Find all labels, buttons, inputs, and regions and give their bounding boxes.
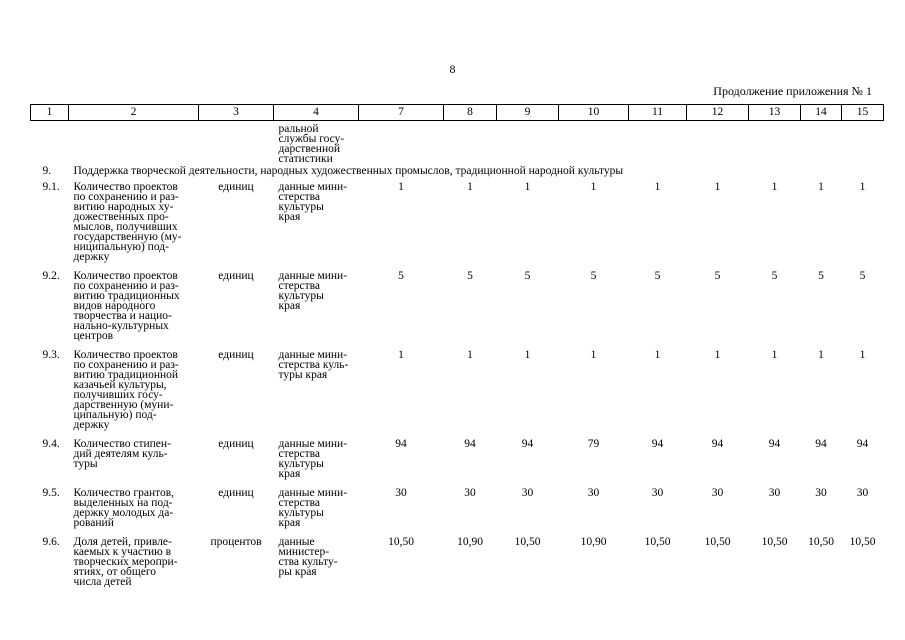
value-cell: 1 [714, 181, 721, 193]
section-title: Поддержка творческой деятельности, народных художественных промыслов, традиционной народной культуры [73, 165, 624, 177]
col-header: 2 [69, 105, 199, 121]
col-header: 4 [274, 105, 359, 121]
value-cell: 1 [398, 349, 404, 361]
table-row [31, 347, 884, 430]
row-number: 9.6. [42, 536, 60, 548]
indicator-name: Количество проектов по сохранению и раз- витию традиционных видов народного творчества и нацио- нально-культурных центров [73, 270, 180, 342]
carry-over-row [31, 121, 884, 165]
value-cell: 10,50 [704, 536, 731, 548]
indicator-name: Количество проектов по сохранению и раз- витию традиционной казачьей культуры, получивших госу- дарственную (муни- ципальную) под- держку [73, 349, 179, 431]
value-cell: 1 [590, 181, 597, 193]
data-source: данные мини- стерства культуры края [278, 487, 348, 529]
indicator-name: Доля детей, привле- каемых к участию в творческих меропри- ятиях, от общего числа детей [73, 536, 178, 588]
value-cell: 1 [818, 349, 824, 361]
value-cell: 94 [815, 438, 827, 450]
col-header: 12 [687, 105, 749, 121]
unit: единиц [218, 349, 254, 361]
unit: единиц [218, 438, 254, 450]
value-cell: 10,90 [580, 536, 607, 548]
unit: единиц [218, 487, 254, 499]
indicator-name: Количество стипен- дий деятелям куль- туры [73, 438, 171, 470]
value-cell: 79 [587, 438, 600, 450]
indicators-table [30, 104, 884, 593]
data-source: данные министер- ства культу- ры края [278, 536, 338, 578]
section-row [31, 164, 884, 179]
table-row [31, 268, 884, 341]
value-cell: 10,50 [808, 536, 834, 548]
value-cell: 5 [859, 270, 866, 282]
data-source: данные мини- стерства культуры края [278, 181, 348, 223]
value-cell: 30 [395, 487, 407, 499]
value-cell: 1 [398, 181, 404, 193]
value-cell: 30 [856, 487, 869, 499]
value-cell: 5 [398, 270, 404, 282]
col-header: 3 [199, 105, 274, 121]
value-cell: 5 [590, 270, 597, 282]
value-cell: 1 [590, 349, 597, 361]
value-cell: 30 [464, 487, 476, 499]
value-cell: 94 [651, 438, 664, 450]
unit: единиц [218, 270, 254, 282]
value-cell: 1 [654, 349, 661, 361]
continuation-label: Продолжение приложения № 1 [713, 84, 872, 98]
value-cell: 94 [768, 438, 781, 450]
value-cell: 30 [521, 487, 534, 499]
value-cell: 1 [714, 349, 721, 361]
col-header: 1 [31, 105, 69, 121]
value-cell: 1 [524, 349, 531, 361]
data-source: данные мини- стерства культуры края [278, 270, 348, 312]
value-cell: 1 [524, 181, 531, 193]
unit: единиц [218, 181, 254, 193]
col-header: 15 [842, 105, 884, 121]
value-cell: 1 [859, 349, 866, 361]
value-cell: 10,50 [514, 536, 541, 548]
value-cell: 94 [395, 438, 407, 450]
value-cell: 5 [818, 270, 824, 282]
table-row [31, 436, 884, 479]
value-cell: 10,50 [388, 536, 414, 548]
indicator-name: Количество проектов по сохранению и раз- витию народных ху- дожественных про- мыслов, получивших государственную (му- ниципальную) под- держку [73, 181, 182, 263]
value-cell: 1 [818, 181, 824, 193]
column-number-row [31, 105, 884, 121]
col-header: 11 [629, 105, 687, 121]
page-number: 8 [449, 62, 456, 76]
value-cell: 94 [856, 438, 869, 450]
value-cell: 30 [711, 487, 724, 499]
col-header: 13 [749, 105, 801, 121]
value-cell: 30 [768, 487, 781, 499]
col-header: 9 [497, 105, 559, 121]
unit: процентов [210, 536, 262, 548]
data-source: данные мини- стерства культуры края [278, 438, 348, 480]
value-cell: 10,50 [761, 536, 788, 548]
row-number: 9.3. [42, 349, 60, 361]
section-number: 9. [42, 165, 52, 177]
row-number: 9.1. [42, 181, 60, 193]
value-cell: 1 [771, 181, 778, 193]
row-number: 9.2. [42, 270, 60, 282]
value-cell: 94 [711, 438, 724, 450]
value-cell: 5 [714, 270, 721, 282]
value-cell: 30 [651, 487, 664, 499]
value-cell: 5 [524, 270, 531, 282]
row-number: 9.5. [42, 487, 60, 499]
value-cell: 94 [521, 438, 534, 450]
row-number: 9.4. [42, 438, 60, 450]
row-spacer [31, 587, 884, 593]
value-cell: 5 [467, 270, 473, 282]
value-cell: 1 [771, 349, 778, 361]
indicator-rows [31, 179, 884, 593]
value-cell: 1 [467, 181, 473, 193]
indicator-name: Количество грантов, выделенных на под- держку молодых да- рований [73, 487, 175, 529]
col-header: 8 [444, 105, 497, 121]
value-cell: 1 [859, 181, 866, 193]
value-cell: 30 [815, 487, 827, 499]
value-cell: 10,90 [457, 536, 483, 548]
value-cell: 5 [654, 270, 661, 282]
col-header: 7 [359, 105, 444, 121]
data-source: данные мини- стерства куль- туры края [278, 349, 349, 381]
table-row [31, 179, 884, 262]
col-header: 14 [801, 105, 842, 121]
value-cell: 94 [464, 438, 476, 450]
table-row [31, 534, 884, 587]
value-cell: 10,50 [849, 536, 876, 548]
value-cell: 1 [467, 349, 473, 361]
value-cell: 30 [587, 487, 600, 499]
table-row [31, 485, 884, 528]
carry-over-source: ральной службы госу- дарственной статистики [278, 123, 345, 165]
value-cell: 1 [654, 181, 661, 193]
col-header: 10 [559, 105, 629, 121]
value-cell: 10,50 [644, 536, 671, 548]
value-cell: 5 [771, 270, 778, 282]
